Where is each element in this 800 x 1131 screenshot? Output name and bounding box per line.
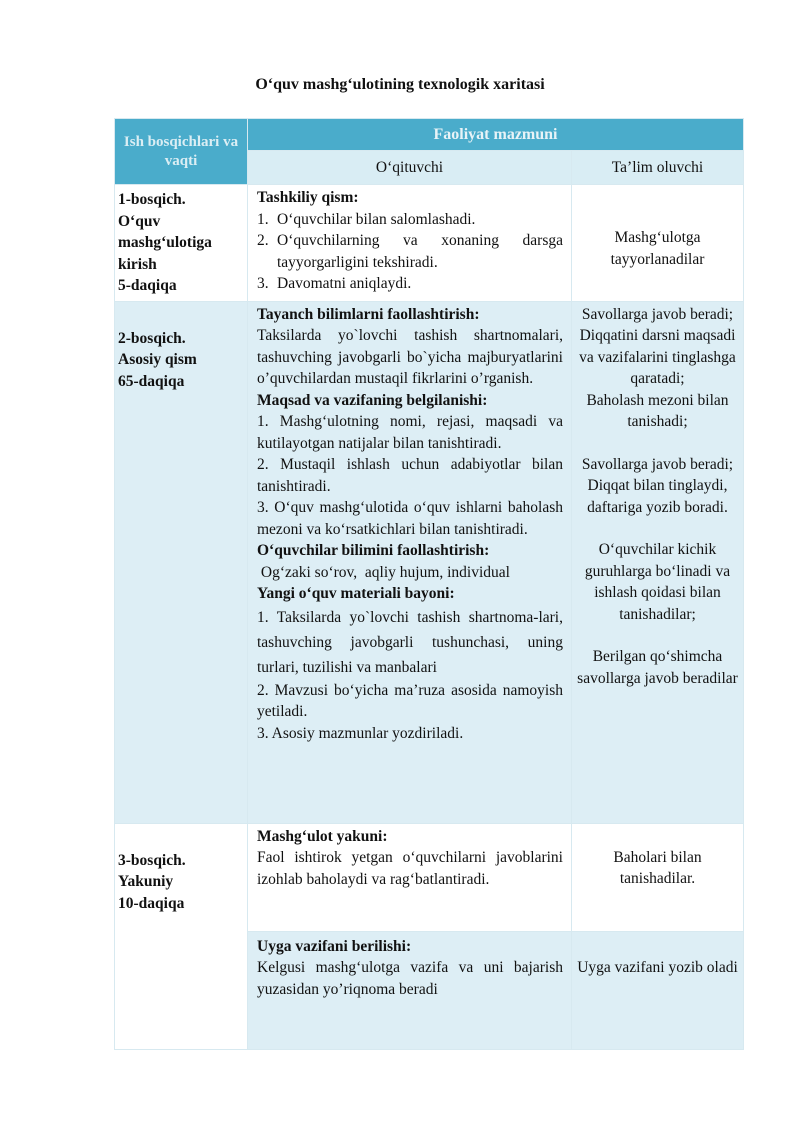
student-activity: Savollarga javob beradi; xyxy=(581,305,734,323)
list-text: O‘quvchilar bilan salomlashadi. xyxy=(277,210,476,228)
knowledge-heading: O‘quvchilar bilimini faollashtirish: xyxy=(257,542,490,559)
list-text: O‘quvchilarning va xonaning darsga tayyorgarligini tekshiradi. xyxy=(277,232,563,271)
stage-3-teacher-summary-cell xyxy=(248,823,572,931)
stage-3-cell xyxy=(115,823,248,1049)
list-number: 3. xyxy=(257,275,269,292)
stage-2-line: 2-bosqich. xyxy=(118,329,186,347)
organizational-heading: Tashkiliy qism: xyxy=(257,189,359,206)
stage-1-line: mashg‘ulotiga xyxy=(118,234,212,251)
stage-3-student-homework-cell xyxy=(572,931,744,1049)
list-item xyxy=(257,273,563,295)
new-material-item: 1. Taksilarda yo`lovchi tashish shartnoma-lari, tashuvching javobgarli tushunchasi, uning turlari, tuzilishi va manbalari xyxy=(257,608,563,676)
student-activity: Diqqat bilan tinglaydi, daftariga yozib boradi. xyxy=(587,477,728,516)
header-student: Ta’lim oluvchi xyxy=(572,151,744,185)
stage-2-cell xyxy=(115,301,248,823)
table-row-stage-1 xyxy=(115,185,744,302)
stage-2-duration: 65-daqiqa xyxy=(118,372,185,390)
student-activity: Uyga vazifani yozib oladi xyxy=(577,958,738,976)
stage-1-line: kirish xyxy=(118,255,157,273)
goals-heading: Maqsad va vazifaning belgilanishi: xyxy=(257,391,488,409)
stage-1-student-cell xyxy=(572,185,744,302)
stage-1-line: O‘quv xyxy=(118,212,161,230)
list-text: Davomatni aniqlaydi. xyxy=(277,275,412,292)
stage-2-teacher-cell xyxy=(248,301,572,823)
stage-3-duration: 10-daqiqa xyxy=(118,894,185,912)
list-item xyxy=(257,230,563,273)
stage-1-line: 1-bosqich. xyxy=(118,191,186,208)
stage-3-teacher-homework-cell xyxy=(248,931,572,1049)
student-activity: Baholash mezoni bilan tanishadi; xyxy=(586,391,729,430)
header-stage-column: Ish bosqichlari va vaqti xyxy=(115,119,248,185)
stage-3-student-summary-cell xyxy=(572,823,744,931)
student-activity: O‘quvchilar kichik guruhlarga bo‘linadi va ishlash qoidasi bilan tanishadilar; xyxy=(584,541,731,623)
activation-text: Taksilarda yo`lovchi tashish shartnomalari, tashuvching javobgarli bo`yicha majburyatlarini o’quvchilardan mustaqil fikrlarini o’rganish. xyxy=(257,327,563,387)
student-activity: Baholari bilan tanishadilar. xyxy=(613,848,702,887)
technology-map-table xyxy=(114,118,744,1050)
student-activity: Diqqatini darsni maqsadi va vazifalarini tinglashga qaratadi; xyxy=(579,327,736,387)
goals-item: 3. O‘quv mashg‘ulotida o‘quv ishlarni baholash mezoni va ko‘rsatkichlari bilan tanishtiradi. xyxy=(257,499,563,538)
stage-2-student-cell xyxy=(572,301,744,823)
goals-item: 1. Mashg‘ulotning nomi, rejasi, maqsadi va kutilayotgan natijalar bilan tanishtiradi. xyxy=(257,413,563,452)
new-material-heading: Yangi o‘quv materiali bayoni: xyxy=(257,585,455,602)
knowledge-text: Og‘zaki so‘rov, aqliy hujum, individual xyxy=(257,563,510,581)
stage-1-cell xyxy=(115,185,248,302)
summary-text: Faol ishtirok yetgan o‘quvchilarni javoblarini izohlab baholaydi va rag‘batlantiradi. xyxy=(257,849,563,888)
list-number: 1. xyxy=(257,210,269,228)
table-row-stage-3 xyxy=(115,823,744,931)
student-activity: Berilgan qo‘shimcha savollarga javob beradilar xyxy=(577,648,738,687)
new-material-item: 2. Mavzusi bo‘yicha ma’ruza asosida namoyish yetiladi. xyxy=(257,681,563,720)
summary-heading: Mashg‘ulot yakuni: xyxy=(257,827,388,845)
homework-heading: Uyga vazifani berilishi: xyxy=(257,937,412,955)
stage-1-duration: 5-daqiqa xyxy=(118,277,177,294)
homework-text: Kelgusi mashg‘ulotga vazifa va uni bajarish yuzasidan yo’riqnoma beradi xyxy=(257,959,563,998)
stage-2-line: Asosiy qism xyxy=(118,351,197,368)
list-number: 2. xyxy=(257,232,269,249)
table-row-stage-2 xyxy=(115,301,744,823)
stage-1-teacher-cell xyxy=(248,185,572,302)
stage-3-line: 3-bosqich. xyxy=(118,851,186,869)
activation-heading: Tayanch bilimlarni faollashtirish: xyxy=(257,305,480,323)
header-activity-content: Faoliyat mazmuni xyxy=(248,119,744,151)
header-teacher: O‘qituvchi xyxy=(248,151,572,185)
new-material-item: 3. Asosiy mazmunlar yozdiriladi. xyxy=(257,724,464,742)
stage-3-line: Yakuniy xyxy=(118,873,174,890)
page-title: O‘quv mashg‘ulotining texnologik xaritasi xyxy=(255,76,545,93)
student-activity: Mashg‘ulotga tayyorlanadilar xyxy=(610,229,705,268)
list-item xyxy=(257,209,563,231)
student-activity: Savollarga javob beradi; xyxy=(581,455,734,473)
goals-item: 2. Mustaqil ishlash uchun adabiyotlar bilan tanishtiradi. xyxy=(257,456,563,495)
